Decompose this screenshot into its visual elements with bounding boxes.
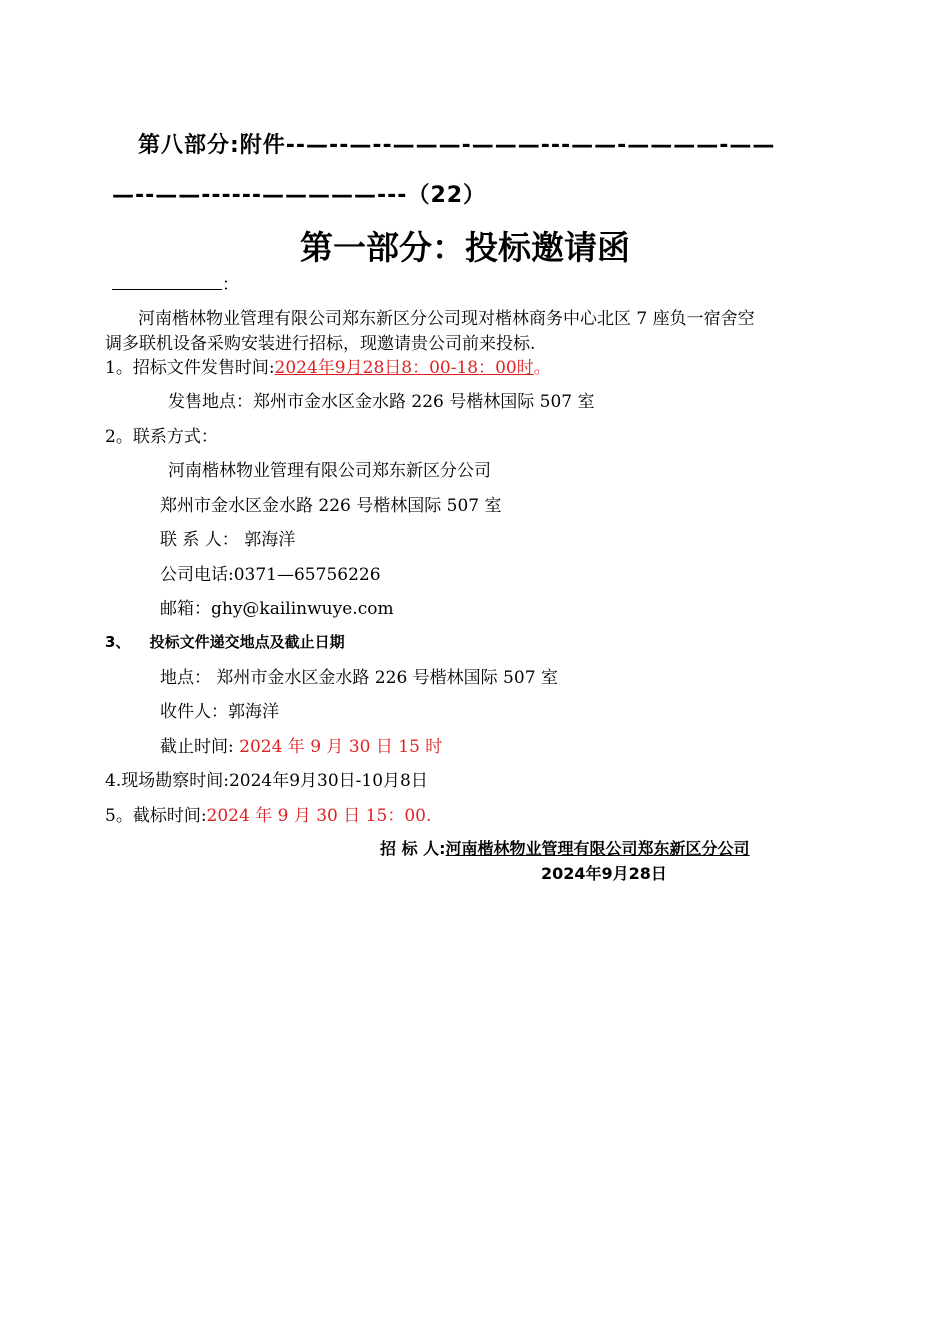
sale-place: 发售地点：郑州市金水区金水路 226 号楷林国际 507 室 <box>168 392 595 412</box>
page-title: 第一部分：投标邀请函 <box>300 228 630 267</box>
contact-phone: 公司电话:0371—65756226 <box>160 565 381 585</box>
sale-time-label: 1。招标文件发售时间: <box>105 358 275 378</box>
signature-company: 河南楷林物业管理有限公司郑东新区分公司 <box>445 839 750 858</box>
deadline-label: 截止时间: <box>160 737 240 757</box>
submission-receiver: 收件人：郭海洋 <box>160 702 279 722</box>
signature-line <box>380 836 750 859</box>
contact-company: 河南楷林物业管理有限公司郑东新区分公司 <box>168 461 491 481</box>
submission-number: 3、 <box>105 633 131 651</box>
sale-time-line <box>105 353 551 378</box>
intro-line-2: 调多联机设备采购安装进行招标，现邀请贵公司前来投标. <box>105 334 536 354</box>
deadline-value: 2024 年 9 月 30 日 15 时 <box>239 737 443 757</box>
toc-line-1: 第八部分:附件--—--—--———-———---——-————-—— <box>138 133 776 158</box>
intro-line-1: 河南楷林物业管理有限公司郑东新区分公司现对楷林商务中心北区 7 座负一宿舍空 <box>138 309 755 329</box>
recipient-colon: ： <box>222 275 239 295</box>
contact-email: 邮箱：ghy@kailinwuye.com <box>160 599 394 619</box>
signature-label: 招 标 人: <box>380 839 446 858</box>
contact-address: 郑州市金水区金水路 226 号楷林国际 507 室 <box>160 496 502 516</box>
toc-line-2: —--——------—————---（22） <box>112 183 487 208</box>
bid-close-label: 5。截标时间: <box>105 806 207 826</box>
submission-deadline <box>160 732 442 757</box>
sale-time-value: 2024年9月28日8：00-18：00时 <box>274 358 534 378</box>
recipient-blank <box>112 275 222 290</box>
contact-person: 联 系 人： 郭海洋 <box>160 530 296 550</box>
submission-heading: 投标文件递交地点及截止日期 <box>149 633 345 651</box>
submission-heading-line <box>105 631 345 652</box>
bid-close-value: 2024 年 9 月 30 日 15：00. <box>206 806 432 826</box>
bid-close-line <box>105 801 431 826</box>
recipient-line <box>112 270 239 295</box>
survey-time: 4.现场勘察时间:2024年9月30日-10月8日 <box>105 771 428 791</box>
contact-label: 2。联系方式： <box>105 427 218 447</box>
signature-date: 2024年9月28日 <box>541 864 667 883</box>
sale-time-end: 。 <box>533 358 551 378</box>
submission-place: 地点： 郑州市金水区金水路 226 号楷林国际 507 室 <box>160 668 558 688</box>
